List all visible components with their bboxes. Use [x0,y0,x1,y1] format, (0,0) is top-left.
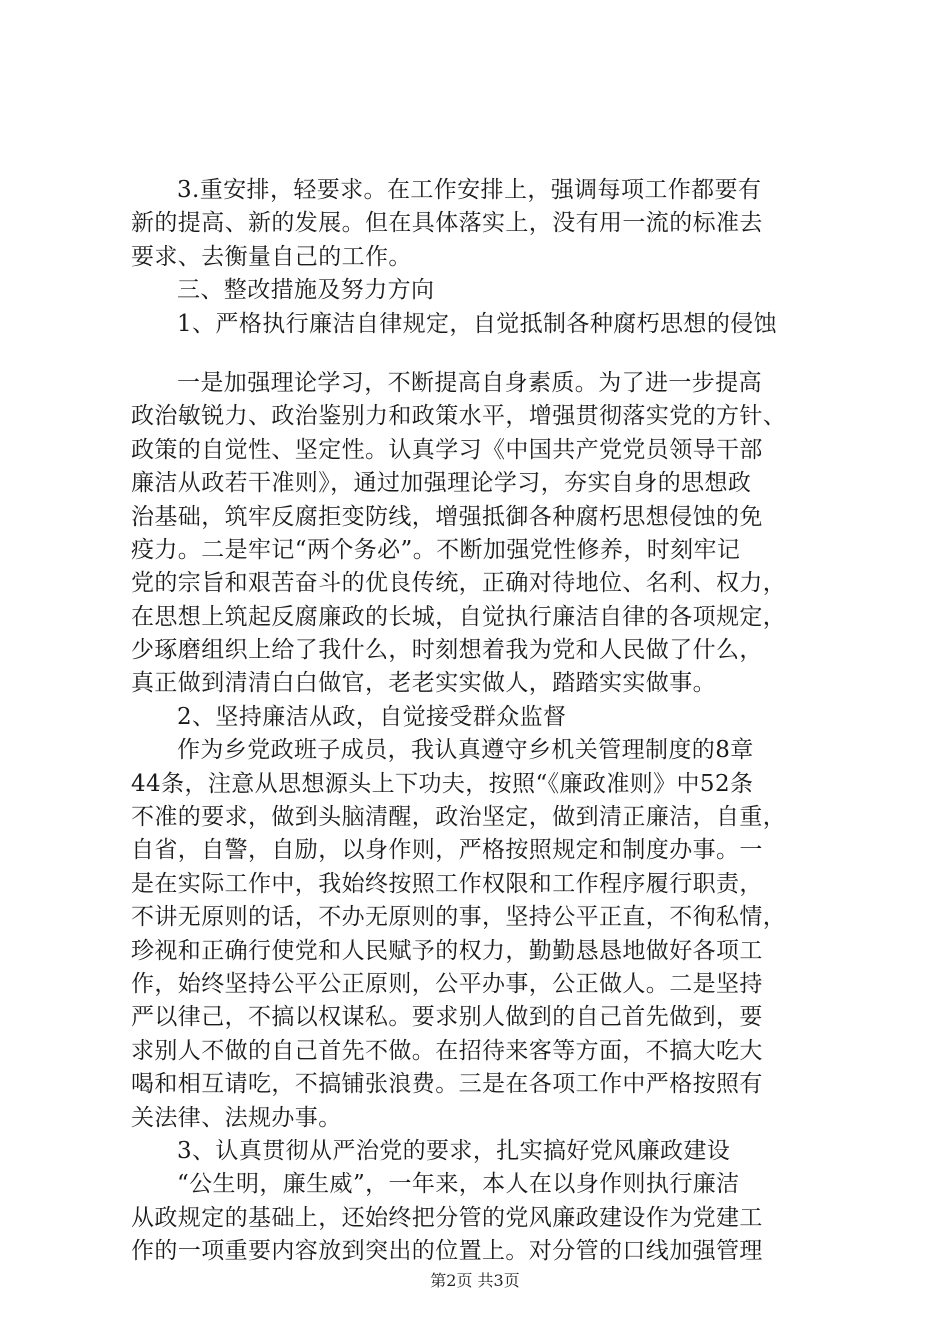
paragraph-line: 少琢磨组织上给了我什么，时刻想着我为党和人民做了什么， [131,637,763,664]
paragraph-line: 疫力。二是牢记“两个务必”。不断加强党性修养，时刻牢记 [131,536,741,563]
paragraph-line: 党的宗旨和艰苦奋斗的优良传统，正确对待地位、名利、权力， [131,570,787,597]
document-body [131,174,843,1269]
paragraph-line: 44条，注意从思想源头上下功夫，按照“《廉政准则》中52条 [131,770,754,797]
paragraph-line: 治基础，筑牢反腐拒变防线，增强抵御各种腐朽思想侵蚀的免 [131,503,763,530]
paragraph-line: 不讲无原则的话，不办无原则的事，坚持公平正直，不徇私情， [131,904,787,931]
paragraph-line: 作，始终坚持公平公正原则，公平办事，公正做人。二是坚持 [131,970,763,997]
paragraph-line: 廉洁从政若干准则》，通过加强理论学习，夯实自身的思想政 [131,470,752,497]
paragraph-line: 关法律、法规办事。 [131,1104,342,1131]
paragraph-line: 政策的自觉性、坚定性。认真学习《中国共产党党员领导干部 [131,436,763,463]
section-heading: 三、整改措施及努力方向 [177,277,435,304]
paragraph-line: 从政规定的基础上，还始终把分管的党风廉政建设作为党建工 [131,1204,763,1231]
paragraph-line: 一是加强理论学习，不断提高自身素质。为了进一步提高 [177,369,762,396]
paragraph-line: “公生明，廉生威”，一年来，本人在以身作则执行廉洁 [177,1171,740,1198]
paragraph-line: 严以律己，不搞以权谋私。要求别人做到的自己首先做到，要 [131,1004,763,1031]
paragraph-line: 作的一项重要内容放到突出的位置上。对分管的口线加强管理 [131,1238,763,1265]
paragraph-line: 求别人不做的自己首先不做。在招待来客等方面，不搞大吃大 [131,1037,763,1064]
paragraph-line: 3.重安排，轻要求。在工作安排上，强调每项工作都要有 [177,177,762,203]
paragraph-line: 作为乡党政班子成员，我认真遵守乡机关管理制度的8章 [177,737,754,764]
paragraph-line: 要求、去衡量自己的工作。 [131,243,412,270]
paragraph-gap [131,341,843,367]
paragraph-line: 珍视和正确行使党和人民赋予的权力，勤勤恳恳地做好各项工 [131,937,763,964]
paragraph-line: 不准的要求，做到头脑清醒，政治坚定，做到清正廉洁，自重， [131,804,787,831]
page-footer: 第2页 共3页 [430,1271,520,1290]
paragraph-line: 真正做到清清白白做官，老老实实做人，踏踏实实做事。 [131,670,716,697]
paragraph-line: 喝和相互请吃，不搞铺张浪费。三是在各项工作中严格按照有 [131,1071,763,1098]
paragraph-line: 政治敏锐力、政治鉴别力和政策水平，增强贯彻落实党的方针、 [131,403,787,430]
paragraph-line: 在思想上筑起反腐廉政的长城，自觉执行廉洁自律的各项规定， [131,603,787,630]
subsection-heading: 3、认真贯彻从严治党的要求，扎实搞好党风廉政建设 [177,1137,731,1164]
subsection-heading: 2、坚持廉洁从政，自觉接受群众监督 [177,703,567,730]
subsection-heading: 1、严格执行廉洁自律规定，自觉抵制各种腐朽思想的侵蚀 [177,310,778,337]
paragraph-line: 是在实际工作中，我始终按照工作权限和工作程序履行职责， [131,870,763,897]
paragraph-line: 新的提高、新的发展。但在具体落实上，没有用一流的标准去 [131,210,763,237]
paragraph-line: 自省，自警，自励，以身作则，严格按照规定和制度办事。一 [131,837,763,864]
